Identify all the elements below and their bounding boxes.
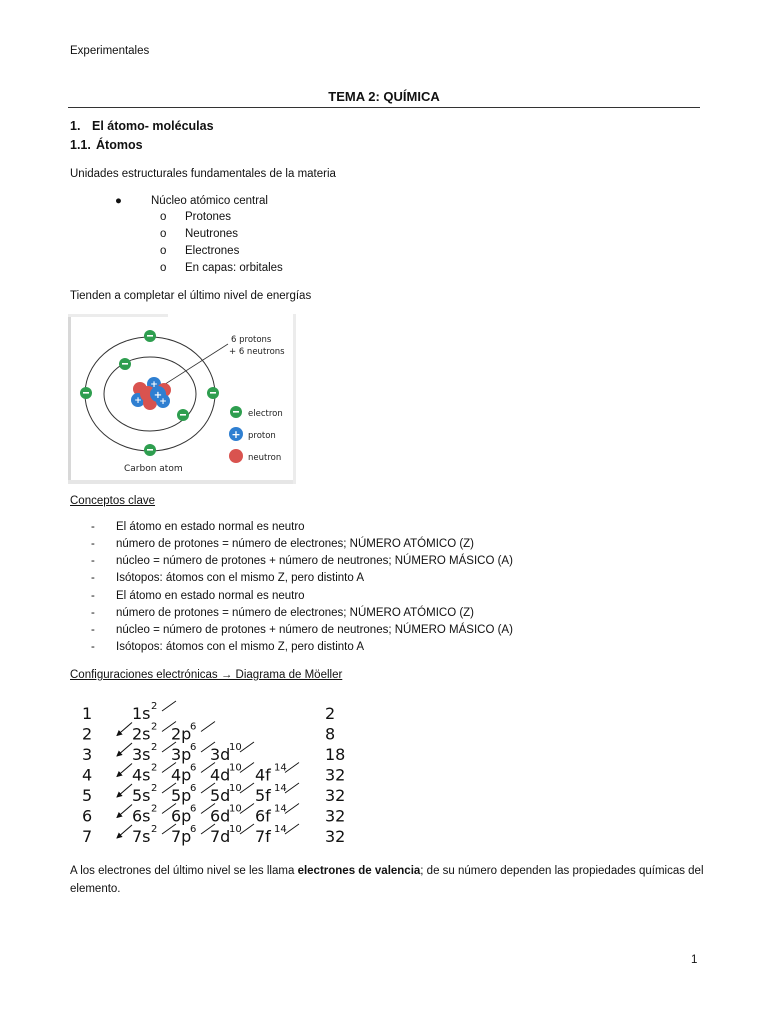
orbital-label: 7p — [171, 827, 192, 846]
orbital-label: 6p — [171, 806, 192, 826]
level-number: 5 — [82, 786, 93, 805]
level-capacity: 2 — [325, 704, 336, 723]
orbital-electrons: 6 — [190, 742, 197, 753]
arrow-icon — [117, 825, 132, 838]
bullet-dot-icon: ● — [115, 195, 122, 207]
bullet-item — [115, 194, 268, 208]
svg-text:+: + — [159, 397, 167, 407]
level-number: 6 — [82, 806, 93, 826]
sub-item-text: Protones — [185, 211, 232, 223]
level-number: 2 — [82, 724, 93, 744]
intro-text: Unidades estructurales fundamentales de la materia — [70, 168, 336, 180]
section-title: Átomos — [96, 138, 143, 152]
legend — [229, 406, 283, 463]
concept-item: - número de protones = número de electrones; NÚMERO ATÓMICO (Z) — [91, 607, 475, 619]
level-number: 7 — [82, 827, 93, 846]
svg-text:+: + — [231, 428, 241, 441]
orbital-electrons: 2 — [151, 701, 158, 712]
neutron-icon — [229, 449, 243, 463]
title-divider — [68, 107, 700, 108]
orbital-label: 4s — [132, 765, 151, 785]
carbon-atom-figure — [68, 314, 296, 484]
valence-text-pre: A los electrones del último nivel se les llama — [70, 865, 298, 877]
valence-bold-term: electrones de valencia — [297, 865, 421, 877]
concept-item: - núcleo = número de protones + número de neutrones; NÚMERO MÁSICO (A) — [91, 555, 513, 567]
orbital-electrons: 6 — [190, 824, 197, 835]
orbital-electrons: 2 — [151, 783, 158, 794]
concept-text: El átomo en estado normal es neutro — [116, 521, 305, 533]
sub-item — [160, 244, 239, 258]
diagonal-stroke — [240, 824, 254, 834]
arrow-icon — [117, 805, 132, 818]
circle-bullet-icon: o — [160, 262, 167, 274]
concept-text: núcleo = número de protones + número de neutrones; NÚMERO MÁSICO (A) — [116, 555, 513, 567]
orbital-label: 3s — [132, 745, 151, 764]
nucleus-label-1: 6 protons — [231, 335, 272, 345]
level-number: 1 — [82, 704, 93, 723]
sub-item-text: Electrones — [185, 245, 240, 257]
orbital-electrons: 10 — [229, 803, 242, 815]
concept-item: - número de protones = número de electrones; NÚMERO ATÓMICO (Z) — [91, 538, 475, 550]
sub-item-text: En capas: orbitales — [185, 262, 283, 274]
orbital-label: 5f — [255, 786, 271, 805]
orbital-electrons: 10 — [229, 762, 242, 774]
sub-item — [160, 261, 283, 275]
moeller-diagram — [70, 696, 370, 846]
arrow-icon — [117, 784, 132, 797]
orbital-electrons: 2 — [151, 742, 158, 753]
section-heading-1 — [70, 119, 214, 133]
orbital-label: 4p — [171, 765, 192, 785]
orbital-electrons: 6 — [190, 783, 197, 794]
level-capacity: 32 — [325, 806, 346, 826]
level-capacity: 18 — [325, 745, 346, 764]
orbital-label: 4f — [255, 765, 271, 785]
concept-text: Isótopos: átomos con el mismo Z, pero distinto A — [116, 641, 365, 653]
orbital-label: 6d — [210, 806, 231, 826]
sub-item — [160, 227, 238, 241]
diagonal-stroke — [240, 783, 254, 793]
orbital-electrons: 10 — [229, 742, 242, 753]
section-number: 1. — [70, 119, 81, 133]
level-capacity: 32 — [325, 827, 346, 846]
concept-text: Isótopos: átomos con el mismo Z, pero distinto A — [116, 572, 365, 584]
orbital-electrons: 6 — [190, 803, 197, 815]
diagonal-stroke — [240, 804, 254, 814]
energy-text: Tienden a completar el último nivel de energías — [70, 290, 312, 302]
config-title: Configuraciones electrónicas → Diagrama de Möeller — [70, 669, 343, 681]
orbital-label: 1s — [132, 704, 151, 723]
diagonal-stroke — [240, 742, 254, 752]
legend-proton: proton — [248, 431, 276, 441]
diagonal-stroke — [201, 722, 215, 732]
level-number: 3 — [82, 745, 93, 764]
arrow-icon — [117, 743, 132, 756]
circle-bullet-icon: o — [160, 245, 167, 257]
orbital-electrons: 2 — [151, 803, 158, 815]
level-capacity: 32 — [325, 786, 346, 805]
orbital-label: 7f — [255, 827, 271, 846]
orbital-electrons: 6 — [190, 721, 197, 733]
circle-bullet-icon: o — [160, 228, 167, 240]
page-title: TEMA 2: QUÍMICA — [328, 89, 440, 104]
arrow-icon — [117, 764, 132, 777]
nucleus-label-2: + 6 neutrons — [229, 347, 285, 357]
orbital-label: 5d — [210, 786, 231, 805]
valence-text-post: ; de su número dependen las propiedades químicas del elemento. — [70, 865, 704, 895]
concept-text: número de protones = número de electrones; NÚMERO ATÓMICO (Z) — [116, 538, 475, 550]
diagonal-stroke — [285, 824, 299, 834]
concept-text: núcleo = número de protones + número de neutrones; NÚMERO MÁSICO (A) — [116, 624, 513, 636]
orbital-electrons: 14 — [274, 803, 287, 815]
concept-item: - El átomo en estado normal es neutro — [91, 590, 305, 602]
orbital-label: 7d — [210, 827, 231, 846]
sub-item — [160, 210, 231, 224]
orbital-electrons: 2 — [151, 824, 158, 835]
page-number: 1 — [691, 954, 698, 966]
orbital-label: 6f — [255, 806, 271, 826]
bullet-text: Núcleo atómico central — [151, 195, 268, 207]
orbital-label: 2s — [132, 724, 151, 744]
diagonal-stroke — [285, 783, 299, 793]
orbital-label: 5p — [171, 786, 192, 805]
section-title: El átomo- moléculas — [92, 119, 214, 133]
valence-paragraph — [70, 862, 710, 898]
level-number: 4 — [82, 765, 93, 785]
svg-text:+: + — [153, 390, 163, 401]
orbital-label: 2p — [171, 724, 192, 744]
diagonal-stroke — [285, 763, 299, 773]
concept-item: - Isótopos: átomos con el mismo Z, pero distinto A — [91, 572, 365, 584]
concepts-title: Conceptos clave — [70, 495, 156, 507]
legend-electron: electron — [248, 409, 283, 419]
level-capacity: 32 — [325, 765, 346, 785]
concept-item: - El átomo en estado normal es neutro — [91, 521, 305, 533]
orbital-electrons: 14 — [274, 762, 287, 774]
orbital-label: 5s — [132, 786, 151, 805]
orbital-electrons: 10 — [229, 783, 242, 794]
legend-neutron: neutron — [248, 453, 282, 463]
concept-item: - núcleo = número de protones + número de neutrones; NÚMERO MÁSICO (A) — [91, 624, 513, 636]
sub-item-text: Neutrones — [185, 228, 239, 240]
orbital-label: 3d — [210, 745, 231, 764]
orbital-electrons: 10 — [229, 824, 242, 835]
orbital-electrons: 14 — [274, 783, 287, 794]
svg-text:+: + — [150, 380, 158, 390]
section-number: 1.1. — [70, 138, 91, 152]
diagonal-stroke — [162, 701, 176, 711]
figure-caption: Carbon atom — [124, 464, 183, 474]
orbital-electrons: 2 — [151, 762, 158, 774]
concept-text: El átomo en estado normal es neutro — [116, 590, 305, 602]
diagonal-stroke — [240, 763, 254, 773]
arrow-icon — [117, 723, 132, 736]
diagonal-stroke — [285, 804, 299, 814]
page-header: Experimentales — [70, 45, 150, 57]
level-capacity: 8 — [325, 724, 336, 744]
circle-bullet-icon: o — [160, 211, 167, 223]
orbital-electrons: 2 — [151, 721, 158, 733]
concept-text: número de protones = número de electrones; NÚMERO ATÓMICO (Z) — [116, 607, 475, 619]
orbital-label: 4d — [210, 765, 231, 785]
orbital-label: 3p — [171, 745, 192, 764]
concept-item: - Isótopos: átomos con el mismo Z, pero distinto A — [91, 641, 365, 653]
orbital-label: 7s — [132, 827, 151, 846]
orbital-electrons: 6 — [190, 762, 197, 774]
section-heading-1-1 — [70, 138, 143, 152]
orbital-label: 6s — [132, 806, 151, 826]
orbital-electrons: 14 — [274, 824, 287, 835]
svg-text:+: + — [134, 396, 142, 406]
